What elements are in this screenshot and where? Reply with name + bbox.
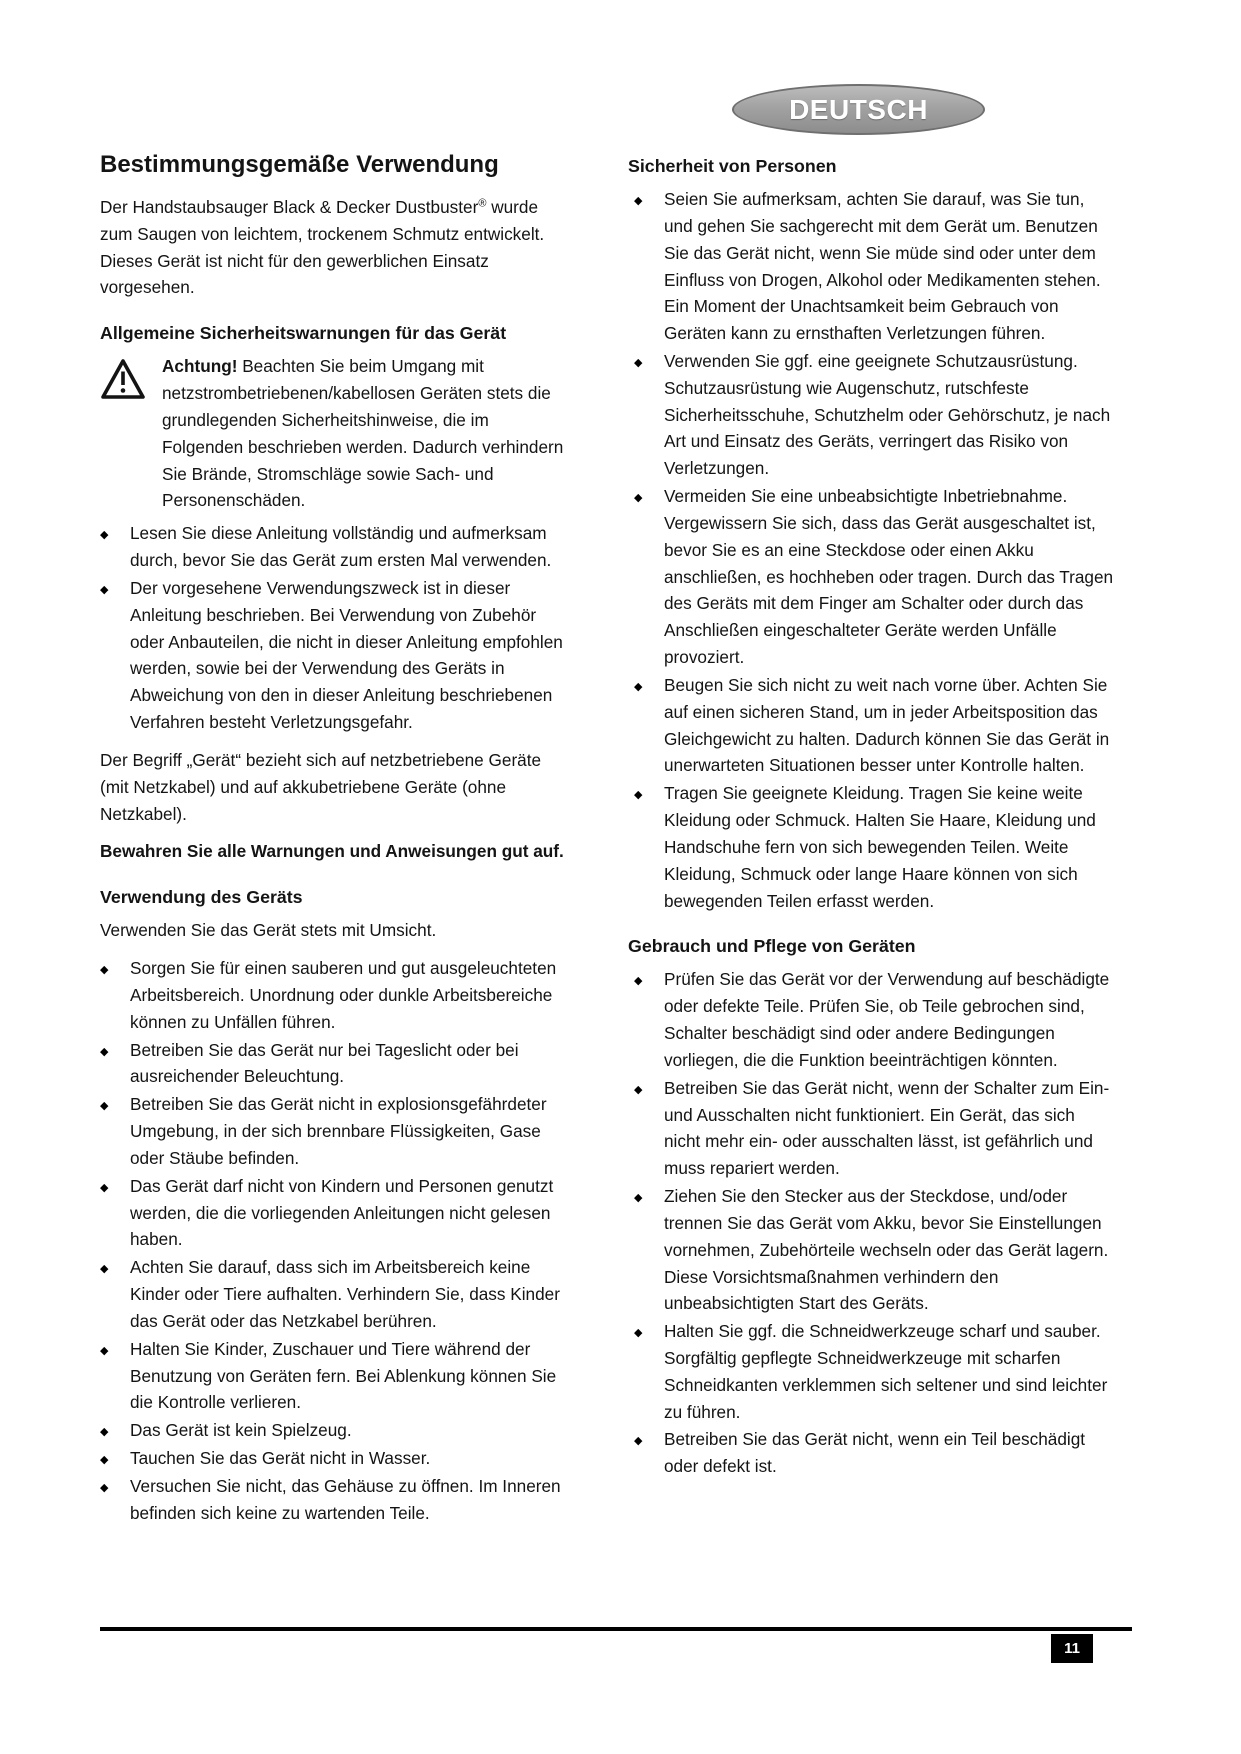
list-item bbox=[628, 1183, 1114, 1317]
list-item bbox=[100, 1473, 572, 1527]
bullet-text: Halten Sie ggf. die Schneidwerkzeuge scharf und sauber. Sorgfältig gepflegte Schneidwerkzeuge mit scharfen Schneidkanten verklemmen sich seltener und sind leichter zu führen. bbox=[664, 1321, 1108, 1422]
heading-device-use-and-care: Gebrauch und Pflege von Geräten bbox=[628, 936, 916, 957]
bullet-diamond-icon: ◆ bbox=[100, 1100, 109, 1113]
bullet-diamond-icon: ◆ bbox=[100, 1344, 109, 1357]
warning-block bbox=[100, 353, 572, 514]
intro-paragraph bbox=[100, 194, 572, 301]
language-badge-label: DEUTSCH bbox=[789, 93, 928, 125]
warning-paragraph bbox=[162, 353, 572, 514]
list-item bbox=[628, 1426, 1114, 1480]
bullet-text: Tragen Sie geeignete Kleidung. Tragen Sie keine weite Kleidung oder Schmuck. Halten Sie Haare, Kleidung und Handschuhe fern von sich bewegenden Teilen. Weite Kleidung, Schmuck oder lange Haare können von sich bewegenden Teilen erfasst werden. bbox=[664, 783, 1096, 911]
bullet-text: Sorgen Sie für einen sauberen und gut ausgeleuchteten Arbeitsbereich. Unordnung oder dunkle Arbeitsbereiche können zu Unfällen führen. bbox=[130, 958, 557, 1032]
bullet-text: Prüfen Sie das Gerät vor der Verwendung auf beschädigte oder defekte Teile. Prüfen Sie, ob Teile gebrochen sind, Schalter beschädigt sind oder andere Bedingungen vorliegen, die die Funktion beeinträchtigen könnten. bbox=[664, 969, 1110, 1070]
bullet-diamond-icon: ◆ bbox=[100, 1263, 109, 1276]
bullet-text: Seien Sie aufmerksam, achten Sie darauf, was Sie tun, und gehen Sie sachgerecht mit dem Gerät um. Benutzen Sie das Gerät nicht, wenn Sie müde sind oder unter dem Einfluss von Drogen, Alkohol oder Medikamenten stehen. Ein Moment der Unachtsamkeit beim Gebrauch von Geräten kann zu ernsthaften Verletzungen führen. bbox=[664, 189, 1101, 344]
usage-intro-paragraph: Verwenden Sie das Gerät stets mit Umsicht. bbox=[100, 920, 437, 941]
bullet-text: Halten Sie Kinder, Zuschauer und Tiere während der Benutzung von Geräten fern. Bei Ablenkung können Sie die Kontrolle verlieren. bbox=[130, 1338, 557, 1413]
bullet-diamond-icon: ◆ bbox=[634, 1192, 643, 1205]
bullet-text: Vermeiden Sie eine unbeabsichtigte Inbetriebnahme. Vergewissern Sie sich, dass das Gerät ausgeschaltet ist, bevor Sie es an eine Steckdose oder einen Akku anschließen, es hochheben oder tragen. Durch das Tragen des Geräts mit dem Finger am Schalter oder durch das Anschließen eingeschalteter Geräte werden Unfälle provoziert. bbox=[664, 486, 1114, 668]
list-item bbox=[100, 575, 572, 736]
list-item bbox=[628, 348, 1114, 482]
bullet-text: Achten Sie darauf, dass sich im Arbeitsbereich keine Kinder oder Tiere aufhalten. Verhindern Sie, dass Kinder das Gerät oder das Netzkabel berühren. bbox=[130, 1257, 560, 1331]
bullet-diamond-icon: ◆ bbox=[100, 529, 109, 542]
bullet-diamond-icon: ◆ bbox=[634, 492, 643, 505]
intro-text-after: wurde zum Saugen von leichtem, trockenem Schmutz entwickelt. Dieses Gerät ist nicht für den gewerblichen Einsatz vorgesehen. bbox=[100, 197, 545, 298]
warning-triangle-icon bbox=[100, 353, 162, 514]
list-item bbox=[100, 1336, 572, 1416]
bullet-diamond-icon: ◆ bbox=[634, 975, 643, 988]
device-care-list bbox=[628, 966, 1114, 1480]
list-item bbox=[628, 966, 1114, 1073]
list-item bbox=[100, 1173, 572, 1253]
list-item bbox=[628, 186, 1114, 347]
content-columns bbox=[100, 150, 1132, 1537]
left-column bbox=[100, 150, 572, 1537]
device-usage-list bbox=[100, 955, 572, 1526]
footer-rule bbox=[100, 1627, 1132, 1631]
personal-safety-list bbox=[628, 186, 1114, 914]
page-number: 11 bbox=[1051, 1634, 1093, 1663]
heading-general-safety-warnings: Allgemeine Sicherheitswarnungen für das Gerät bbox=[100, 323, 507, 344]
bullet-diamond-icon: ◆ bbox=[100, 1045, 109, 1058]
term-definition-paragraph: Der Begriff „Gerät“ bezieht sich auf netzbetriebene Geräte (mit Netzkabel) und auf akkubetriebene Geräte (ohne Netzkabel). bbox=[100, 749, 542, 824]
list-item bbox=[628, 483, 1114, 671]
bullet-text: Beugen Sie sich nicht zu weit nach vorne über. Achten Sie auf einen sicheren Stand, um in jeder Arbeitsposition das Gleichgewicht zu halten. Dadurch können Sie das Gerät in unerwarteten Situationen besser unter Kontrolle halten. bbox=[664, 674, 1110, 776]
bullet-diamond-icon: ◆ bbox=[100, 1426, 109, 1439]
bullet-diamond-icon: ◆ bbox=[634, 789, 643, 802]
list-item bbox=[100, 1445, 572, 1472]
bullet-text: Betreiben Sie das Gerät nicht in explosionsgefährdeter Umgebung, in der sich brennbare Flüssigkeiten, Gase oder Stäube befinden. bbox=[130, 1094, 547, 1168]
language-badge bbox=[732, 84, 985, 135]
right-column bbox=[628, 150, 1114, 1537]
bullet-text: Lesen Sie diese Anleitung vollständig und aufmerksam durch, bevor Sie das Gerät zum ersten Mal verwenden. bbox=[130, 523, 552, 571]
bullet-diamond-icon: ◆ bbox=[100, 1181, 109, 1194]
list-item bbox=[628, 780, 1114, 914]
bullet-diamond-icon: ◆ bbox=[100, 964, 109, 977]
bullet-diamond-icon: ◆ bbox=[634, 1083, 643, 1096]
bullet-diamond-icon: ◆ bbox=[634, 195, 643, 208]
bullet-text: Der vorgesehene Verwendungszweck ist in dieser Anleitung beschrieben. Bei Verwendung von Zubehör oder Anbauteilen, die nicht in dieser Anleitung empfohlen werden, sowie bei der Verwendung des Geräts in Abweichung von den in dieser Anleitung beschriebenen Verfahren besteht Verletzungsgefahr. bbox=[130, 577, 563, 733]
bullet-text: Das Gerät darf nicht von Kindern und Personen genutzt werden, die die vorliegenden Anleitungen nicht gelesen haben. bbox=[130, 1175, 554, 1250]
registered-trademark-symbol: ® bbox=[478, 197, 487, 210]
list-item bbox=[100, 520, 572, 574]
keep-warnings-paragraph: Bewahren Sie alle Warnungen und Anweisungen gut auf. bbox=[100, 841, 564, 862]
bullet-text: Das Gerät ist kein Spielzeug. bbox=[130, 1420, 352, 1441]
bullet-diamond-icon: ◆ bbox=[100, 1481, 109, 1494]
general-safety-list bbox=[100, 520, 572, 736]
list-item bbox=[100, 1254, 572, 1334]
bullet-diamond-icon: ◆ bbox=[100, 1453, 109, 1466]
bullet-text: Versuchen Sie nicht, das Gehäuse zu öffnen. Im Inneren befinden sich keine zu wartenden Teile. bbox=[130, 1475, 561, 1523]
bullet-diamond-icon: ◆ bbox=[634, 1435, 643, 1448]
list-item bbox=[100, 1417, 572, 1444]
list-item bbox=[100, 1091, 572, 1171]
heading-personal-safety: Sicherheit von Personen bbox=[628, 156, 837, 176]
bullet-diamond-icon: ◆ bbox=[634, 1327, 643, 1340]
bullet-diamond-icon: ◆ bbox=[634, 680, 643, 693]
heading-device-usage: Verwendung des Geräts bbox=[100, 887, 303, 908]
intro-text-before: Der Handstaubsauger Black & Decker Dustbuster bbox=[100, 197, 479, 217]
bullet-diamond-icon: ◆ bbox=[634, 356, 643, 369]
bullet-text: Verwenden Sie ggf. eine geeignete Schutzausrüstung. Schutzausrüstung wie Augenschutz, rutschfeste Sicherheitsschuhe, Schutzhelm oder Gehörschutz, je nach Art und Einsatz des Geräts, verringert das Risiko von Verletzungen. bbox=[664, 350, 1111, 479]
bullet-text: Tauchen Sie das Gerät nicht in Wasser. bbox=[130, 1447, 431, 1468]
warning-label: Achtung! bbox=[162, 356, 238, 377]
list-item bbox=[100, 955, 572, 1035]
list-item bbox=[628, 672, 1114, 779]
section-title-intended-use: Bestimmungsgemäße Verwendung bbox=[100, 151, 499, 178]
bullet-diamond-icon: ◆ bbox=[100, 583, 109, 596]
list-item bbox=[628, 1318, 1114, 1425]
bullet-text: Betreiben Sie das Gerät nicht, wenn der Schalter zum Ein- und Ausschalten nicht funktioniert. Ein Gerät, das sich nicht mehr ein- oder ausschalten lässt, ist gefährlich und muss repariert werden. bbox=[664, 1077, 1110, 1179]
warning-text: Beachten Sie beim Umgang mit netzstrombetriebenen/kabellosen Geräten stets die grundlegenden Sicherheitshinweise, die im Folgenden beschrieben werden. Dadurch verhindern Sie Brände, Stromschläge sowie Sach- und Personenschäden. bbox=[162, 356, 564, 511]
list-item bbox=[100, 1037, 572, 1091]
bullet-text: Betreiben Sie das Gerät nicht, wenn ein Teil beschädigt oder defekt ist. bbox=[664, 1429, 1086, 1477]
bullet-text: Betreiben Sie das Gerät nur bei Tageslicht oder bei ausreichender Beleuchtung. bbox=[130, 1039, 519, 1087]
list-item bbox=[628, 1075, 1114, 1182]
bullet-text: Ziehen Sie den Stecker aus der Steckdose, und/oder trennen Sie das Gerät vom Akku, bevor Sie Einstellungen vornehmen, Zubehörteile wechseln oder das Gerät lagern. Diese Vorsichtsmaßnahmen verhindern den unbeabsichtigten Start des Geräts. bbox=[664, 1186, 1109, 1314]
